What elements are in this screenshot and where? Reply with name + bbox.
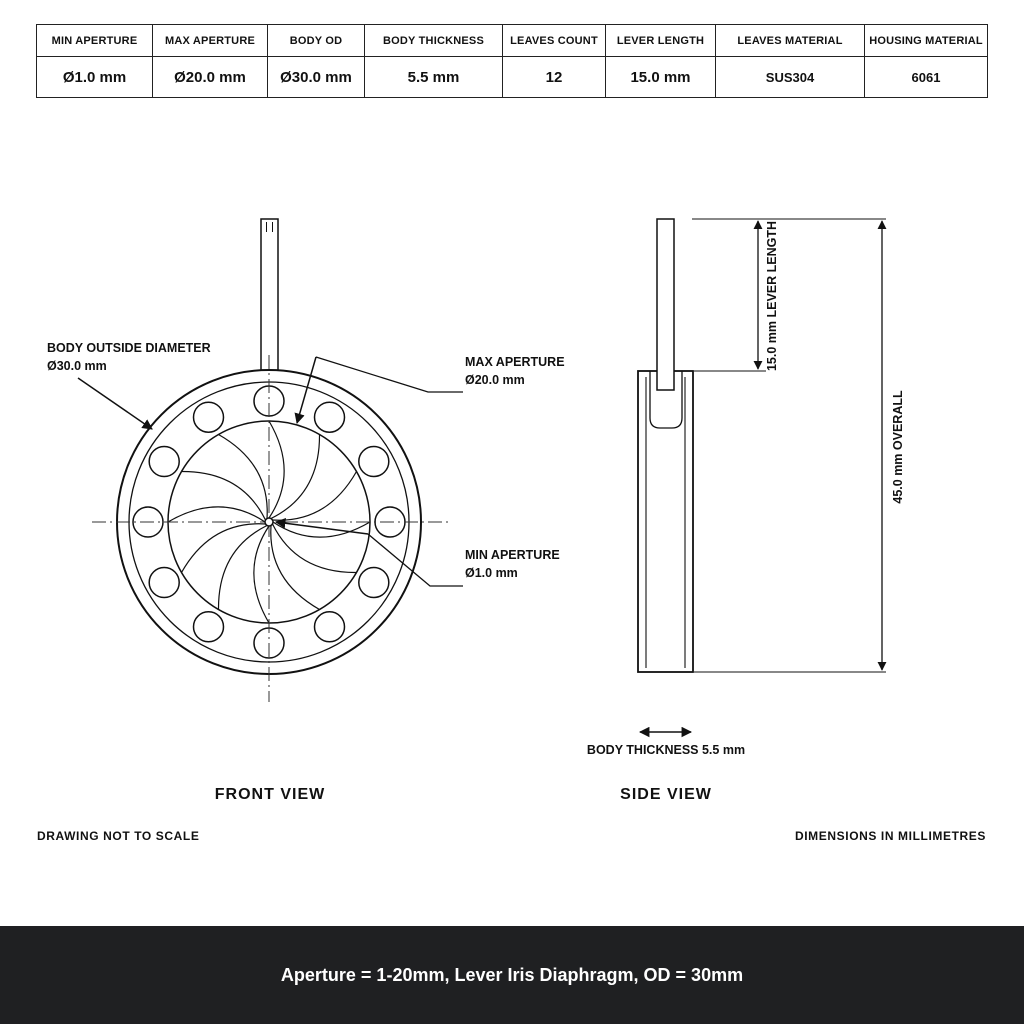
thickness-dimension-text: BODY THICKNESS 5.5 mm	[586, 743, 746, 757]
footer-bar	[0, 926, 1024, 1024]
spec-header-max-aperture: MAX APERTURE	[153, 25, 268, 57]
spec-header-housing-material: HOUSING MATERIAL	[865, 25, 988, 57]
max-aperture-value: Ø20.0 mm	[465, 373, 525, 387]
spec-value-lever-length: 15.0 mm	[606, 57, 716, 98]
min-aperture-value: Ø1.0 mm	[465, 566, 518, 580]
bolt-hole	[149, 568, 179, 598]
body-od-leader-arrow	[78, 378, 152, 429]
scale-note: DRAWING NOT TO SCALE	[37, 829, 200, 843]
units-note: DIMENSIONS IN MILLIMETRES	[794, 829, 986, 843]
side-lever	[657, 219, 674, 390]
body-od-value: Ø30.0 mm	[47, 359, 107, 373]
front-view	[47, 219, 565, 803]
spec-value-body-thickness: 5.5 mm	[365, 57, 503, 98]
spec-header-body-thickness: BODY THICKNESS	[365, 25, 503, 57]
min-aperture-circle	[265, 518, 273, 526]
footer-caption: Aperture = 1-20mm, Lever Iris Diaphragm, OD = 30mm	[280, 964, 744, 985]
bolt-hole	[315, 402, 345, 432]
overall-dimension-text: 45.0 mm OVERALL	[891, 390, 905, 504]
body-od-label: BODY OUTSIDE DIAMETER	[47, 341, 211, 355]
spec-header-leaves-count: LEAVES COUNT	[503, 25, 606, 57]
side-view-title: SIDE VIEW	[620, 786, 712, 803]
spec-value-max-aperture: Ø20.0 mm	[153, 57, 268, 98]
spec-value-min-aperture: Ø1.0 mm	[37, 57, 153, 98]
bolt-hole	[359, 447, 389, 477]
bolt-hole	[194, 612, 224, 642]
spec-value-leaves-count: 12	[503, 57, 606, 98]
spec-value-leaves-material: SUS304	[716, 57, 865, 98]
bolt-hole	[315, 612, 345, 642]
bolt-hole	[149, 447, 179, 477]
min-aperture-label: MIN APERTURE	[465, 548, 560, 562]
side-view	[587, 219, 905, 803]
lever-length-dimension-text: 15.0 mm LEVER LENGTH	[765, 220, 779, 372]
spec-header-body-od: BODY OD	[268, 25, 365, 57]
spec-value-housing-material: 6061	[865, 57, 988, 98]
front-view-title: FRONT VIEW	[214, 786, 326, 803]
spec-value-body-od: Ø30.0 mm	[268, 57, 365, 98]
max-aperture-label: MAX APERTURE	[465, 355, 565, 369]
spec-header-min-aperture: MIN APERTURE	[37, 25, 153, 57]
bolt-hole	[359, 568, 389, 598]
spec-header-leaves-material: LEAVES MATERIAL	[716, 25, 865, 57]
front-lever	[261, 219, 278, 371]
spec-header-lever-length: LEVER LENGTH	[606, 25, 716, 57]
bolt-hole	[194, 402, 224, 432]
